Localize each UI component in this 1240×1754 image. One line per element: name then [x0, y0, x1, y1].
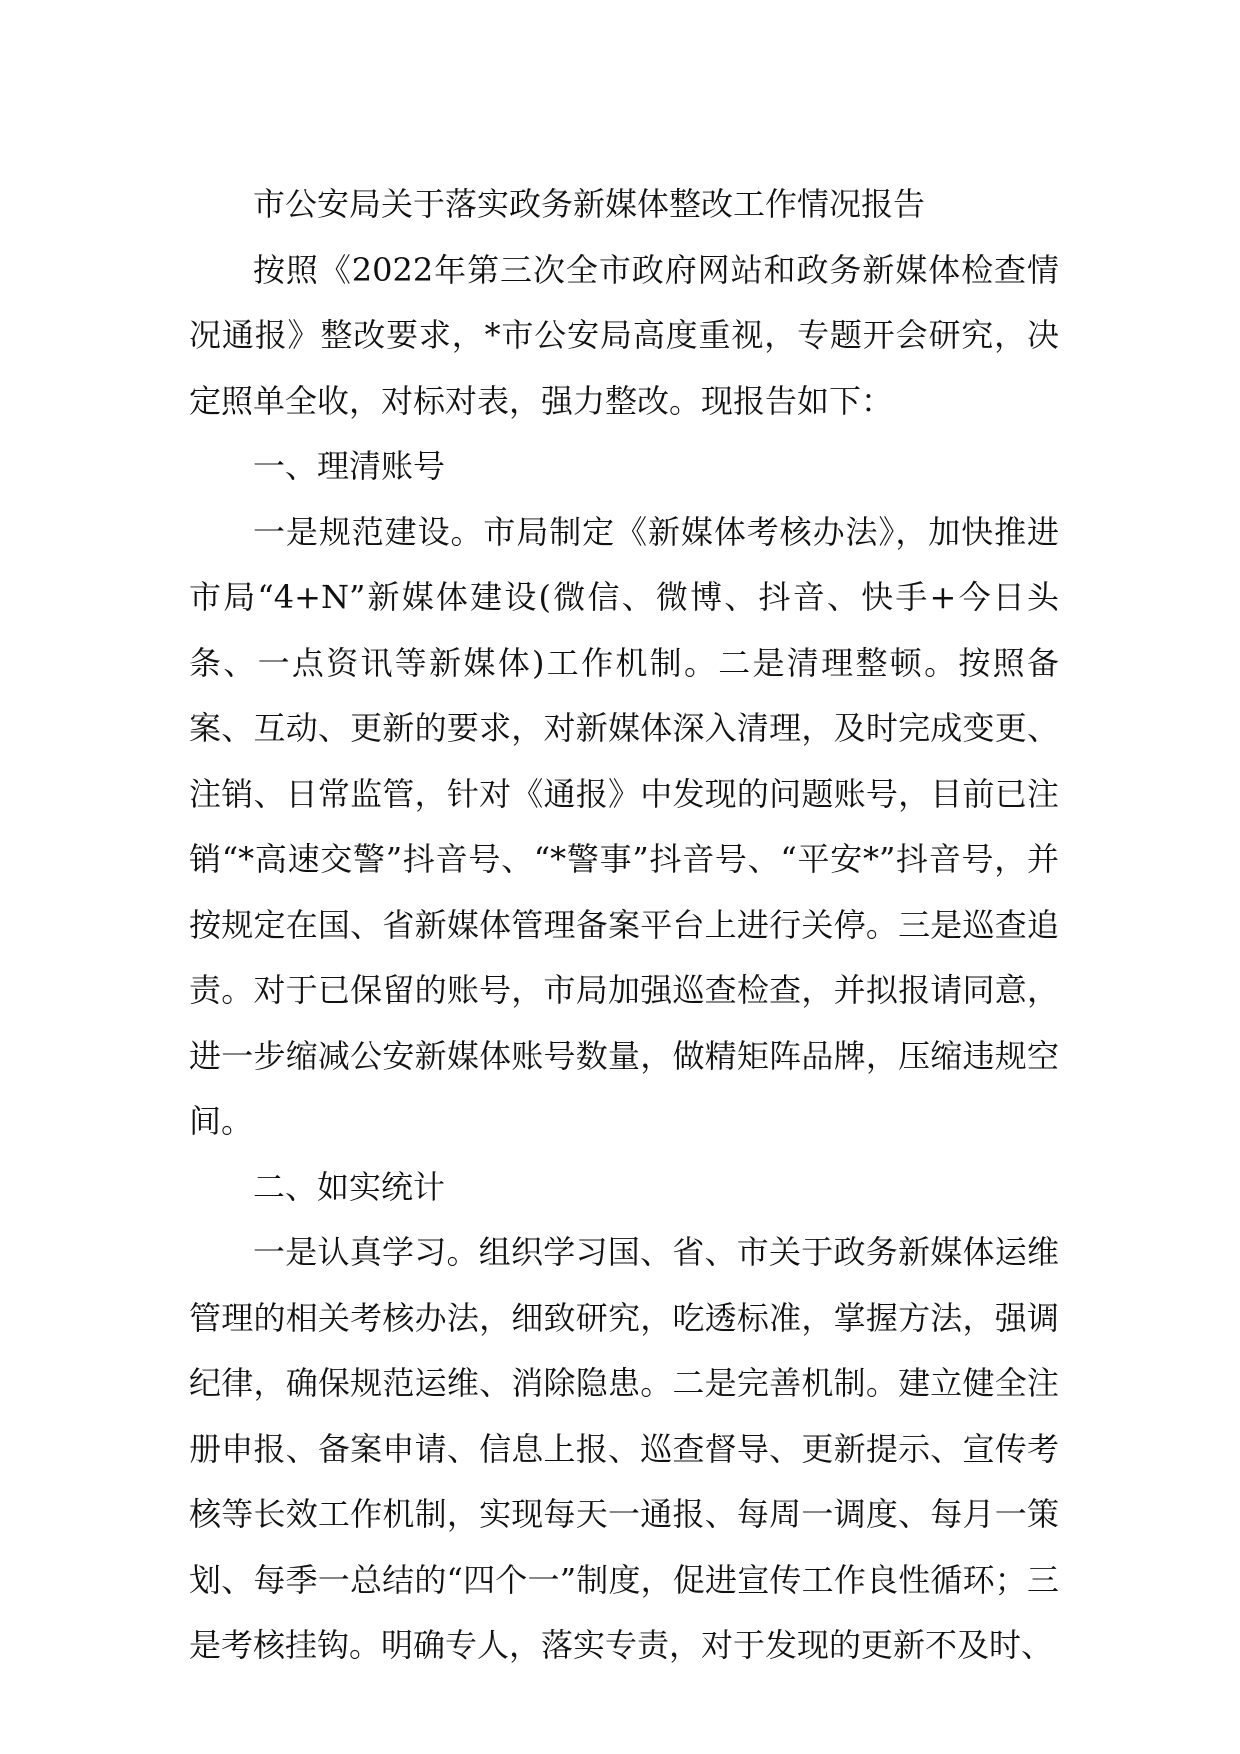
intro-paragraph: 按照《2022年第三次全市政府网站和政务新媒体检查情况通报》整改要求，*市公安局高度重视，专题开会研究，决定照单全收，对标对表，强力整改。现报告如下：: [189, 250, 1059, 420]
document-title: 市公安局关于落实政务新媒体整改工作情况报告: [253, 185, 926, 223]
section-body-1: 一是规范建设。市局制定《新媒体考核办法》，加快推进市局“4+N”新媒体建设(微信、微博、抖音、快手+今日头条、一点资讯等新媒体)工作机制。二是清理整顿。按照备案、互动、更新的要求，对新媒体深入清理，及时完成变更、注销、日常监管，针对《通报》中发现的问题账号，目前已注销“*高速交警”抖音号、“*警事”抖音号、“平安*”抖音号，并按规定在国、省新媒体管理备案平台上进行关停。三是巡查追责。对于已保留的账号，市局加强巡查检查，并拟报请同意，进一步缩减公安新媒体账号数量，做精矩阵品牌，压缩违规空间。: [189, 512, 1059, 1140]
section-body-2: 一是认真学习。组织学习国、省、市关于政务新媒体运维管理的相关考核办法，细致研究，吃透标准，掌握方法，强调纪律，确保规范运维、消除隐患。二是完善机制。建立健全注册申报、备案申请、信息上报、巡查督导、更新提示、宣传考核等长效工作机制，实现每天一通报、每周一调度、每月一策划、每季一总结的“四个一”制度，促进宣传工作良性循环；三是考核挂钩。明确专人，落实专责，对于发现的更新不及时、: [189, 1233, 1059, 1664]
section-heading-2: 二、如实统计: [253, 1167, 446, 1206]
document-page: [189, 172, 1059, 1679]
section-heading-1: 一、理清账号: [253, 447, 446, 485]
